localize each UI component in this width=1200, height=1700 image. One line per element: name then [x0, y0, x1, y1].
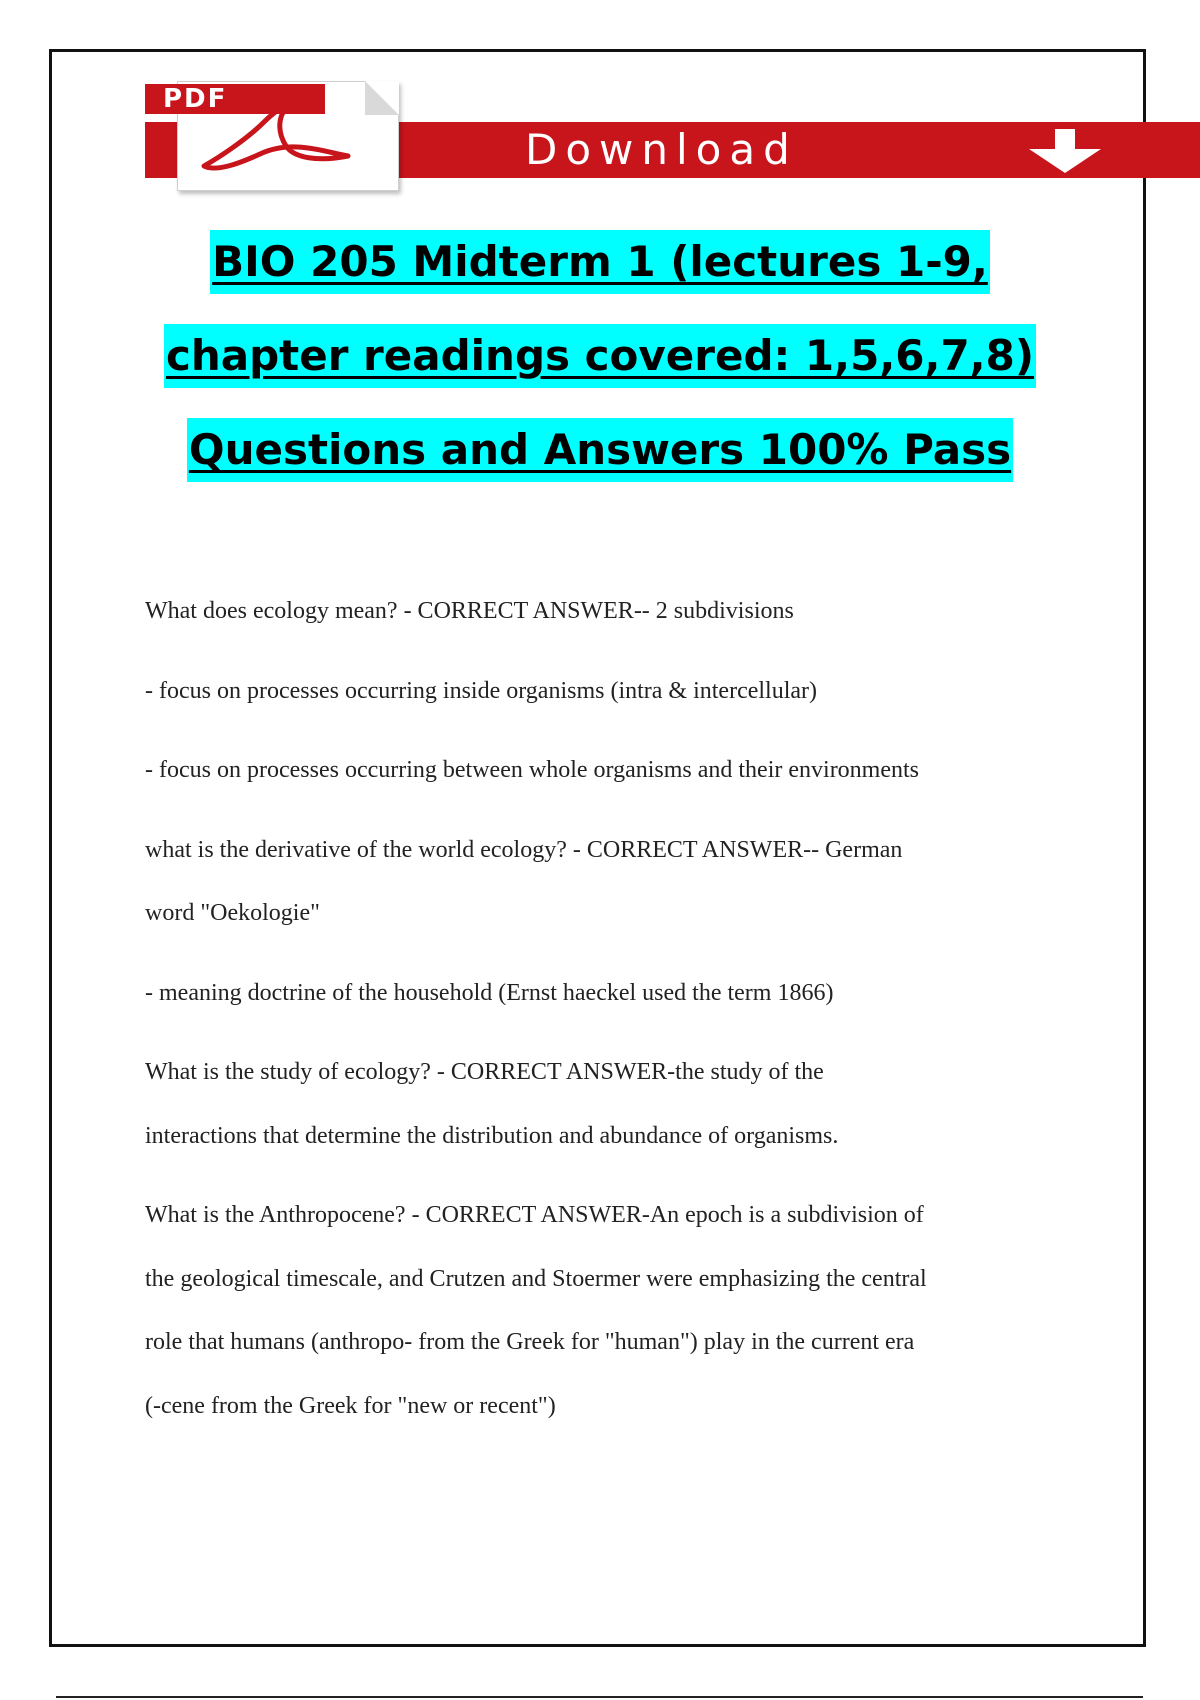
- content-line: (-cene from the Greek for "new or recent"): [145, 1393, 556, 1419]
- content-line: the geological timescale, and Crutzen and Stoermer were emphasizing the central: [145, 1266, 927, 1292]
- pdf-label: PDF: [145, 84, 325, 114]
- document-title: [60, 230, 1140, 512]
- content-line: role that humans (anthropo- from the Greek for "human") play in the current era: [145, 1329, 915, 1355]
- content-line: What is the Anthropocene? - CORRECT ANSWER-An epoch is a subdivision of: [145, 1202, 924, 1228]
- download-label[interactable]: Download: [525, 125, 798, 174]
- bottom-rule: [56, 1696, 1143, 1698]
- content-line: What is the study of ecology? - CORRECT ANSWER-the study of the: [145, 1059, 824, 1085]
- title-line-2: chapter readings covered: 1,5,6,7,8): [164, 324, 1036, 388]
- title-line-3: Questions and Answers 100% Pass: [187, 418, 1013, 482]
- content-line: - focus on processes occurring between whole organisms and their environments: [145, 757, 920, 783]
- content-line: what is the derivative of the world ecology? - CORRECT ANSWER-- German: [145, 837, 903, 863]
- content-line: - meaning doctrine of the household (Ernst haeckel used the term 1866): [145, 980, 834, 1006]
- content-line: - focus on processes occurring inside organisms (intra & intercellular): [145, 678, 818, 704]
- download-arrow-icon[interactable]: [1025, 129, 1105, 175]
- content-line: interactions that determine the distribution and abundance of organisms.: [145, 1123, 839, 1149]
- content-line: word "Oekologie": [145, 900, 320, 926]
- content-line: What does ecology mean? - CORRECT ANSWER-- 2 subdivisions: [145, 598, 794, 624]
- download-banner[interactable]: [145, 75, 1200, 195]
- title-line-1: BIO 205 Midterm 1 (lectures 1-9,: [210, 230, 990, 294]
